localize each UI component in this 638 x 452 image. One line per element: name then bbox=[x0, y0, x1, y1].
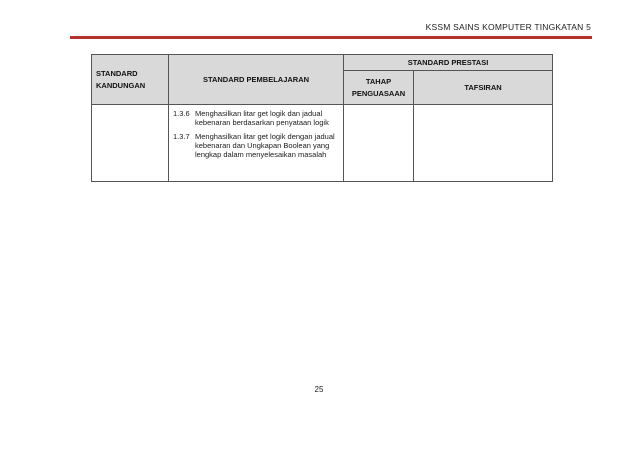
cell-standard-pembelajaran bbox=[169, 105, 344, 182]
page-number: 25 bbox=[314, 385, 324, 394]
list-item bbox=[173, 132, 339, 159]
header-standard-prestasi: STANDARD PRESTASI bbox=[344, 55, 553, 71]
item-text: Menghasilkan litar get logik dengan jadual kebenaran dan Ungkapan Boolean yang lengkap dalam menyelesaikan masalah bbox=[195, 132, 335, 159]
header-standard-kandungan: STANDARD KANDUNGAN bbox=[92, 55, 169, 105]
cell-tafsiran bbox=[414, 105, 553, 182]
table-row bbox=[92, 105, 553, 182]
item-number: 1.3.6 bbox=[173, 109, 190, 118]
document-header-title: KSSM SAINS KOMPUTER TINGKATAN 5 bbox=[425, 22, 591, 32]
standards-table bbox=[91, 54, 553, 182]
header-tahap-penguasaan: TAHAP PENGUASAAN bbox=[344, 71, 414, 105]
header-standard-pembelajaran: STANDARD PEMBELAJARAN bbox=[169, 55, 344, 105]
cell-tahap-penguasaan bbox=[344, 105, 414, 182]
cell-standard-kandungan bbox=[92, 105, 169, 182]
list-item bbox=[173, 109, 339, 127]
item-number: 1.3.7 bbox=[173, 132, 190, 141]
header-divider bbox=[70, 36, 592, 39]
item-text: Menghasilkan litar get logik dan jadual kebenaran berdasarkan penyataan logik bbox=[195, 109, 329, 127]
header-tafsiran: TAFSIRAN bbox=[414, 71, 553, 105]
